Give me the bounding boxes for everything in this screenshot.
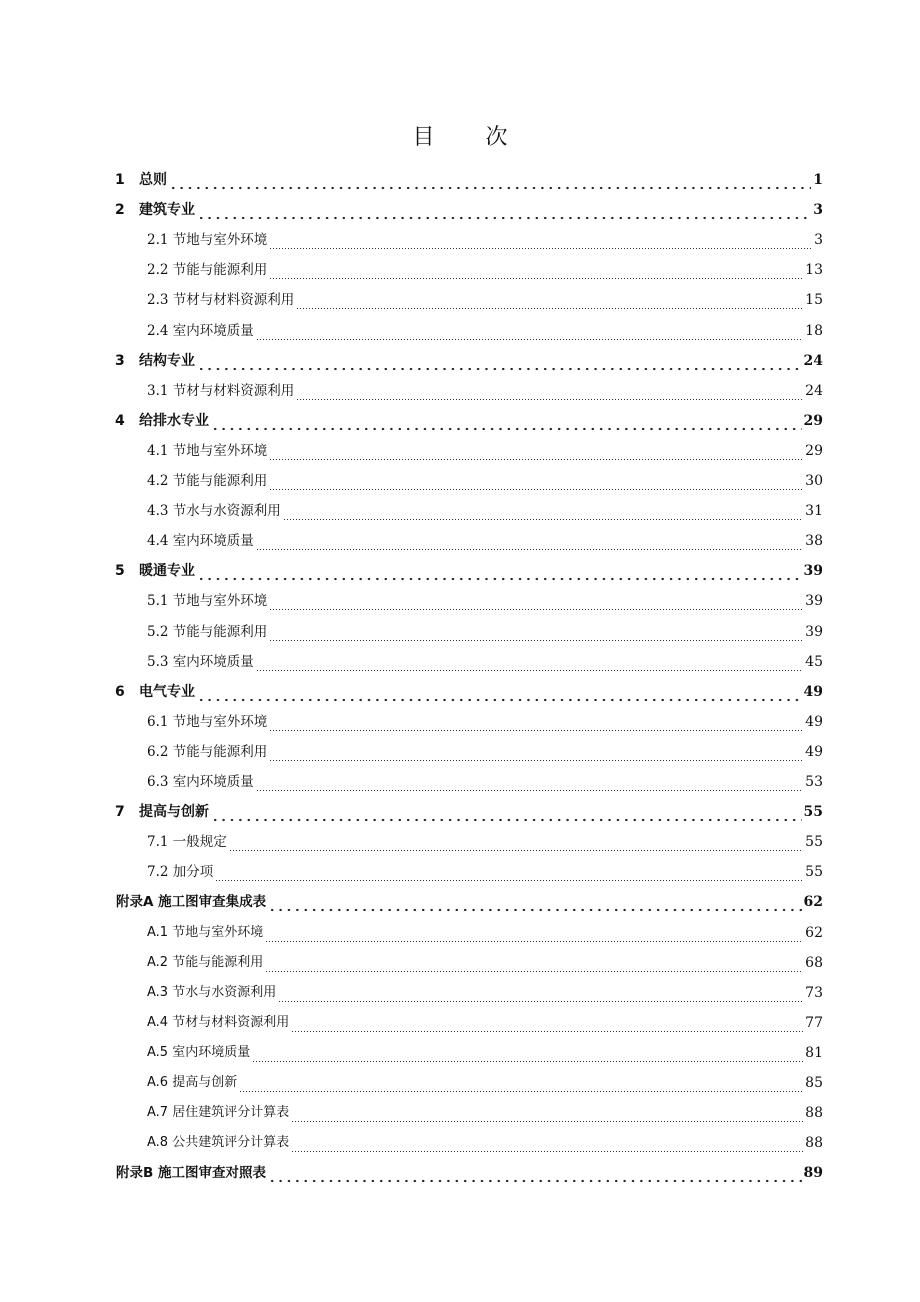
toc-entry-title	[147, 737, 269, 767]
toc-entry-title	[147, 1008, 291, 1038]
toc-entry[interactable]	[115, 556, 823, 586]
toc-entry[interactable]	[147, 316, 823, 346]
toc-entry[interactable]	[147, 857, 823, 887]
toc-leader-dots	[283, 496, 803, 526]
toc-entry-text: 6.3 室内环境质量	[147, 774, 254, 790]
toc-entry-title	[115, 556, 197, 586]
toc-page-number: 55	[805, 834, 823, 851]
toc-entry-text: 4.4 室内环境质量	[147, 533, 254, 550]
toc-entry[interactable]	[147, 225, 823, 255]
toc-page-number: 49	[805, 713, 823, 730]
toc-entry-title	[115, 406, 211, 436]
toc-entry-text: 附录B 施工图审查对照表	[116, 1165, 266, 1182]
toc-page-number: 49	[805, 743, 823, 760]
toc-entry-title	[147, 586, 269, 616]
toc-entry-text: 2.4 室内环境质量	[147, 322, 254, 339]
toc-leader-dots	[269, 225, 812, 255]
toc-page-number: 38	[805, 533, 823, 550]
toc-entry-text: A.6 提高与创新	[147, 1075, 238, 1090]
toc-entry[interactable]	[147, 496, 823, 526]
toc-entry-title	[147, 225, 269, 255]
toc-entry-number: 5	[115, 563, 125, 580]
toc-entry-number: 2	[115, 202, 125, 219]
toc-entry[interactable]	[147, 285, 823, 315]
toc-entry-number: 1	[115, 172, 125, 188]
toc-leader-dots	[256, 526, 803, 556]
toc-page-number: 39	[805, 623, 823, 640]
toc-leader-dots	[268, 1158, 802, 1188]
toc-leader-dots	[256, 647, 803, 677]
toc-entry-title	[147, 827, 229, 857]
toc-entry[interactable]	[147, 647, 823, 677]
toc-entry-title	[147, 1098, 291, 1128]
toc-entry[interactable]	[147, 948, 823, 978]
toc-page-number: 1	[813, 172, 823, 188]
toc-entry-title	[147, 526, 256, 556]
toc-leader-dots	[296, 376, 803, 406]
toc-page-number: 24	[805, 382, 823, 399]
toc-entry-text: 2.2 节能与能源利用	[147, 262, 268, 279]
toc-leader-dots	[256, 767, 803, 797]
toc-page-number: 62	[805, 924, 823, 941]
toc-page-number: 88	[805, 1135, 823, 1152]
toc-page-number: 77	[805, 1014, 823, 1031]
page-title: 目 次	[412, 125, 530, 150]
toc-entry-number: 3	[115, 352, 125, 369]
toc-entry[interactable]	[147, 1008, 823, 1038]
toc-entry-title	[147, 767, 256, 797]
toc-leader-dots	[197, 556, 802, 586]
toc-leader-dots	[229, 827, 803, 857]
toc-entry[interactable]	[147, 617, 823, 647]
toc-leader-dots	[269, 737, 803, 767]
toc-page-number: 88	[805, 1105, 823, 1122]
toc-entry-text: 附录A 施工图审查集成表	[116, 894, 267, 911]
toc-entry-title	[147, 316, 256, 346]
toc-entry[interactable]	[147, 255, 823, 285]
toc-entry-text: 6.2 节能与能源利用	[147, 743, 268, 760]
toc-entry-text: 提高与创新	[139, 804, 209, 821]
toc-entry-text: 5.3 室内环境质量	[147, 653, 254, 670]
toc-entry-title	[147, 376, 296, 406]
toc-page-number: 81	[805, 1044, 823, 1061]
toc-entry-title	[147, 948, 265, 978]
toc-entry-text: 建筑专业	[139, 202, 195, 219]
toc-entry-title	[115, 165, 169, 195]
toc-entry-title	[147, 617, 269, 647]
toc-entry-text: A.5 室内环境质量	[147, 1044, 251, 1060]
toc-leader-dots	[269, 255, 803, 285]
toc-entry-title	[147, 436, 269, 466]
toc-entry-number: 4	[115, 412, 125, 429]
toc-entry-text: 2.1 节地与室外环境	[147, 232, 268, 249]
toc-entry[interactable]	[147, 1068, 823, 1098]
toc-entry-text: 暖通专业	[139, 563, 195, 580]
toc-entry[interactable]	[147, 466, 823, 496]
toc-leader-dots	[291, 1098, 803, 1128]
toc-leader-dots	[268, 887, 801, 917]
toc-page-number: 62	[803, 894, 823, 911]
toc-entry[interactable]	[115, 677, 823, 707]
toc-entry-text: 5.2 节能与能源利用	[147, 623, 268, 640]
toc-entry-title	[147, 466, 269, 496]
toc-entry-number: 7	[115, 804, 125, 821]
toc-entry-text: 2.3 节材与材料资源利用	[147, 292, 295, 309]
toc-leader-dots	[197, 677, 802, 707]
toc-page-number: 3	[814, 232, 823, 249]
toc-entry-title	[147, 255, 269, 285]
toc-page-number: 3	[813, 202, 823, 219]
toc-entry-title	[147, 1038, 252, 1068]
toc-page-number: 85	[805, 1075, 823, 1091]
toc-entry-title	[147, 647, 256, 677]
toc-page-number: 68	[805, 954, 823, 971]
toc-entry-text: 7.1 一般规定	[147, 834, 227, 851]
toc-page-number: 45	[805, 653, 823, 670]
toc-leader-dots	[239, 1068, 803, 1098]
toc-entry[interactable]	[147, 1038, 823, 1068]
toc-page-number: 39	[805, 593, 823, 610]
toc-entry[interactable]	[147, 586, 823, 616]
toc-entry-text: 给排水专业	[139, 412, 209, 429]
toc-entry-title	[116, 1158, 268, 1188]
toc-entry-title	[115, 677, 197, 707]
toc-page-number: 15	[805, 292, 823, 309]
toc-leader-dots	[291, 1128, 803, 1158]
toc-page-number: 89	[803, 1165, 823, 1182]
toc-entry-text: A.3 节水与水资源利用	[147, 984, 277, 1000]
toc-leader-dots	[265, 918, 803, 948]
toc-page-number: 39	[803, 563, 823, 580]
toc-entry[interactable]	[147, 918, 823, 948]
toc-page-number: 18	[805, 322, 823, 339]
toc-entry[interactable]	[147, 707, 823, 737]
toc-entry-text: A.8 公共建筑评分计算表	[147, 1135, 290, 1151]
toc-leader-dots	[296, 285, 803, 315]
toc-entry[interactable]	[115, 406, 823, 436]
toc-entry-title	[147, 918, 265, 948]
toc-leader-dots	[265, 948, 803, 978]
toc-leader-dots	[256, 316, 803, 346]
toc-leader-dots	[197, 195, 811, 225]
toc-page-number: 55	[805, 864, 823, 881]
toc-entry[interactable]	[115, 346, 823, 376]
toc-leader-dots	[278, 978, 803, 1008]
toc-leader-dots	[269, 586, 803, 616]
toc-page-number: 29	[805, 442, 823, 459]
toc-page-number: 53	[805, 774, 823, 790]
toc-entry[interactable]	[147, 767, 823, 797]
toc-entry-title	[147, 1128, 291, 1158]
toc-page-number: 30	[805, 473, 823, 489]
toc-entry-text: 总则	[139, 172, 167, 188]
toc-entry-title	[115, 346, 197, 376]
toc-entry-number: 6	[115, 683, 125, 700]
toc-leader-dots	[197, 346, 802, 376]
toc-leader-dots	[211, 797, 802, 827]
toc-entry-title	[115, 797, 211, 827]
toc-entry-text: 结构专业	[139, 352, 195, 369]
toc-leader-dots	[269, 466, 803, 496]
toc-entry[interactable]	[147, 1128, 823, 1158]
toc-entry-title	[147, 1068, 239, 1098]
toc-entry-title	[147, 707, 269, 737]
toc-entry[interactable]	[115, 165, 823, 195]
toc-entry-text: 5.1 节地与室外环境	[147, 593, 268, 610]
toc-entry-text: 3.1 节材与材料资源利用	[147, 382, 295, 399]
toc-leader-dots	[252, 1038, 803, 1068]
toc-entry[interactable]	[147, 376, 823, 406]
toc-page-number: 13	[805, 262, 823, 279]
toc-entry-text: 4.2 节能与能源利用	[147, 473, 268, 489]
toc-entry-text: 6.1 节地与室外环境	[147, 713, 268, 730]
toc-leader-dots	[269, 707, 803, 737]
toc-entry-text: A.4 节材与材料资源利用	[147, 1014, 290, 1030]
toc-page-number: 73	[805, 984, 823, 1001]
toc-entry-title	[147, 857, 215, 887]
toc-leader-dots	[211, 406, 802, 436]
toc-entry-title	[115, 195, 197, 225]
toc-entry[interactable]	[147, 827, 823, 857]
toc-entry[interactable]	[147, 436, 823, 466]
toc-entry-text: 4.3 节水与水资源利用	[147, 503, 281, 520]
toc-page-number: 24	[803, 352, 823, 369]
toc-entry[interactable]	[147, 526, 823, 556]
toc-leader-dots	[269, 617, 803, 647]
toc-entry-title	[147, 285, 296, 315]
toc-page-number: 55	[803, 804, 823, 821]
toc-entry[interactable]	[115, 797, 823, 827]
toc-entry[interactable]	[147, 737, 823, 767]
toc-entry-text: A.2 节能与能源利用	[147, 954, 264, 970]
toc-entry-title	[116, 887, 268, 917]
toc-entry-text: 电气专业	[139, 683, 195, 700]
toc-leader-dots	[291, 1008, 803, 1038]
toc-leader-dots	[169, 165, 811, 195]
toc-page-number: 31	[805, 503, 823, 520]
toc-page-number: 29	[803, 412, 823, 429]
toc-entry[interactable]	[147, 1098, 823, 1128]
toc-entry-title	[147, 496, 283, 526]
toc-entry[interactable]	[147, 978, 823, 1008]
toc-page-number: 49	[803, 683, 823, 700]
toc-leader-dots	[215, 857, 803, 887]
toc-entry[interactable]	[116, 1158, 823, 1188]
toc-entry-text: A.7 居住建筑评分计算表	[147, 1105, 290, 1121]
toc-entry-text: 4.1 节地与室外环境	[147, 442, 268, 459]
toc-entry-title	[147, 978, 278, 1008]
toc-leader-dots	[269, 436, 803, 466]
toc-entry-text: A.1 节地与室外环境	[147, 924, 264, 940]
toc-entry[interactable]	[116, 887, 823, 917]
toc-entry-text: 7.2 加分项	[147, 864, 214, 881]
toc-entry[interactable]	[115, 195, 823, 225]
